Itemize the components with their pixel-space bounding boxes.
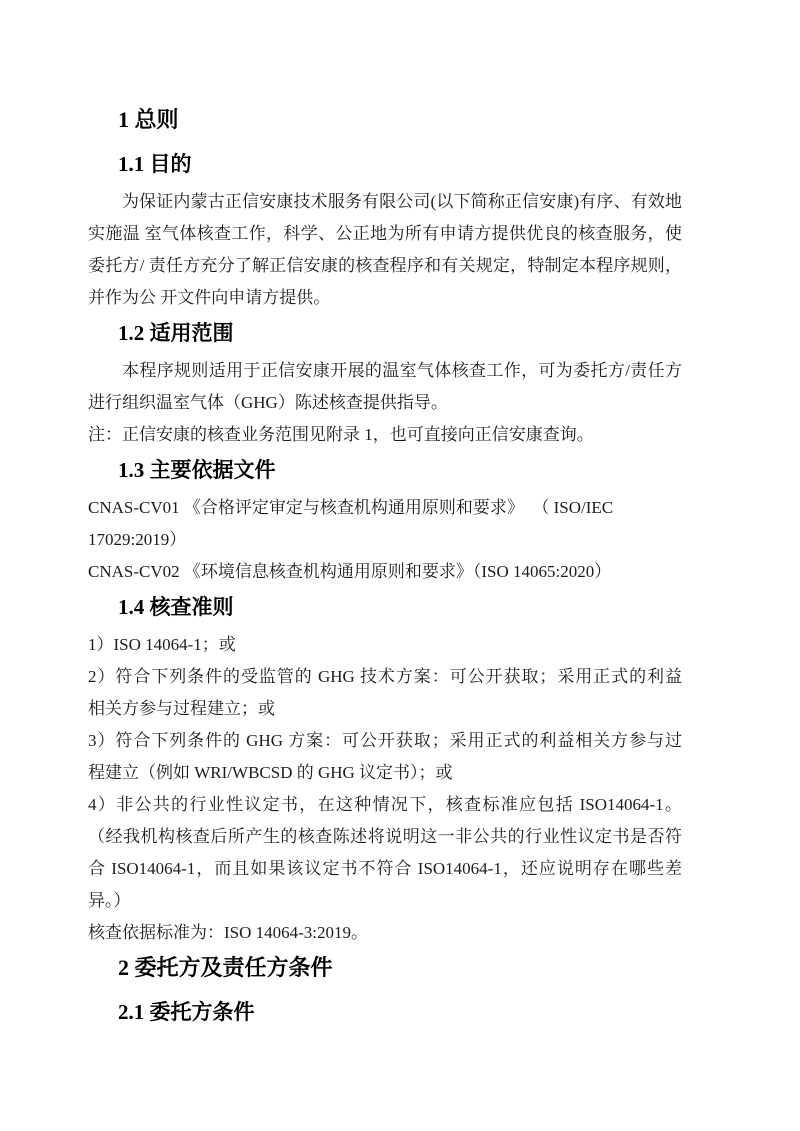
para-line: 为保证内蒙古正信安康技术服务有限公司(以下简称正信安康)有序、有效地 bbox=[122, 192, 682, 211]
para-line: 委托方/ 责任方充分了解正信安康的核查程序和有关规定，特制定本程序规则， bbox=[88, 256, 682, 275]
heading-2: 2 委托方及责任方条件 bbox=[118, 955, 333, 980]
para-line: 核查依据标准为：ISO 14064-3:2019。 bbox=[88, 923, 369, 942]
heading-1: 1 总则 bbox=[118, 107, 179, 132]
note-line: 注：正信安康的核查业务范围见附录 1，也可直接向正信安康查询。 bbox=[88, 425, 594, 444]
heading-1-1: 1.1 目的 bbox=[118, 152, 192, 176]
list-line: 相关方参与过程建立；或 bbox=[88, 699, 275, 718]
reference-line: CNAS-CV01 《合格评定审定与核查机构通用原则和要求》 （ ISO/IEC bbox=[88, 498, 614, 517]
reference-line: CNAS-CV02 《环境信息核查机构通用原则和要求》（ISO 14065:2020） bbox=[88, 562, 612, 581]
para-line: 并作为公 开文件向申请方提供。 bbox=[88, 288, 331, 307]
para-line: 实施温 室气体核查工作，科学、公正地为所有申请方提供优良的核查服务，使 bbox=[88, 224, 682, 243]
list-line: 4）非公共的行业性议定书，在这种情况下，核查标准应包括 ISO14064-1。 bbox=[88, 795, 682, 814]
heading-1-3: 1.3 主要依据文件 bbox=[118, 458, 276, 482]
reference-line: 17029:2019） bbox=[88, 530, 187, 549]
list-line: 1）ISO 14064-1；或 bbox=[88, 635, 236, 654]
heading-1-2: 1.2 适用范围 bbox=[118, 321, 234, 345]
para-line: 进行组织温室气体（GHG）陈述核查提供指导。 bbox=[88, 393, 448, 412]
heading-2-1: 2.1 委托方条件 bbox=[118, 1000, 255, 1024]
para-line: 合 ISO14064-1，而且如果该议定书不符合 ISO14064-1，还应说明存在哪些差 bbox=[88, 859, 682, 878]
heading-1-4: 1.4 核查准则 bbox=[118, 595, 234, 619]
para-line: （经我机构核查后所产生的核查陈述将说明这一非公共的行业性议定书是否符 bbox=[88, 827, 682, 846]
list-line: 程建立（例如 WRI/WBCSD 的 GHG 议定书）；或 bbox=[88, 763, 453, 782]
list-line: 2）符合下列条件的受监管的 GHG 技术方案：可公开获取；采用正式的利益 bbox=[88, 667, 682, 686]
list-line: 3）符合下列条件的 GHG 方案：可公开获取；采用正式的利益相关方参与过 bbox=[88, 731, 682, 750]
para-line: 本程序规则适用于正信安康开展的温室气体核查工作，可为委托方/责任方 bbox=[122, 361, 682, 380]
para-line: 异。） bbox=[88, 891, 131, 910]
